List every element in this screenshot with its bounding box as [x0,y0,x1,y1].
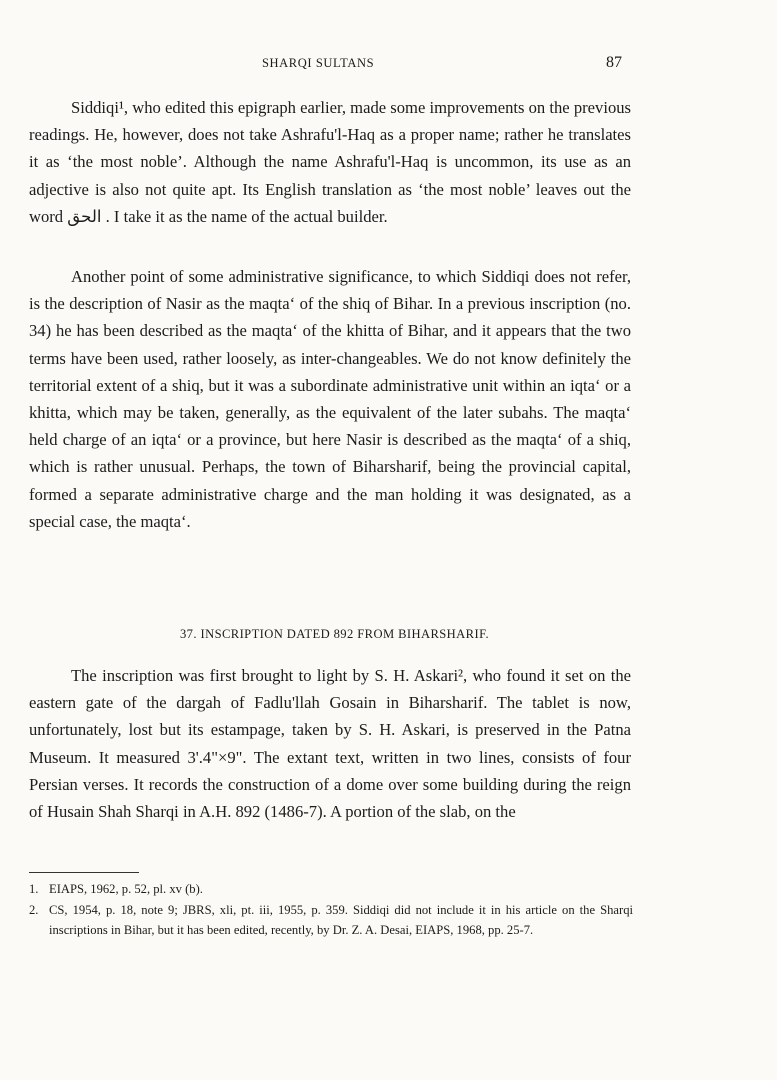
running-header [0,54,777,74]
paragraph-text: The inscription was first brought to light by S. H. Askari², who found it set on the eastern gate of the dargah of Fadlu'llah Gosain in Biharsharif. The tablet is now, unfortunately, lost but its estampage, taken by S. H. Askari, is preserved in the Patna Museum. It measured 3'.4"×9". The extant text, written in two lines, consists of four Persian verses. It records the construction of a dome over some building during the reign of Husain Shah Sharqi in A.H. 892 (1486-7). A portion of the slab, on the [29,666,631,822]
section-heading [0,627,777,642]
footnote-number: 1. [29,882,39,896]
body-paragraph-3 [29,662,631,825]
footnotes [29,879,633,941]
footnote-number: 2. [29,902,39,917]
footnote-1 [29,879,633,900]
running-title: SHARQI SULTANS [262,56,375,70]
body-paragraph-2 [29,263,631,535]
section-heading-text: 37. INSCRIPTION DATED 892 FROM BIHARSHARIF. [179,627,490,641]
body-paragraph-1 [29,94,631,230]
footnote-text: CS, 1954, p. 18, note 9; JBRS, xli, pt. iii, 1955, p. 359. Siddiqi did not include it in his article on the Sharqi inscriptions in Bihar, but it has been edited, recently, by Dr. Z. A. Desai, EIAPS, 1968, pp. 25-7. [49,902,633,937]
paragraph-text: Another point of some administrative significance, to which Siddiqi does not refer, is the description of Nasir as the maqta‘ of the shiq of Bihar. In a previous inscription (no. 34) he has been described as the maqta‘ of the khitta of Bihar, and it appears that the two terms have been used, rather loosely, as inter-changeables. We do not know definitely the territorial extent of a shiq, but it was a subordinate administrative unit within an iqta‘ or a khitta, which may be taken, generally, as the equivalent of the later subahs. The maqta‘ held charge of an iqta‘ or a province, but here Nasir is described as the maqta‘ of a shiq, which is rather unusual. Perhaps, the town of Biharsharif, being the provincial capital, formed a separate administrative charge and the man holding it was designated, as a special case, the maqta‘. [29,267,631,531]
footnote-text: EIAPS, 1962, p. 52, pl. xv (b). [49,882,203,896]
paragraph-text: Siddiqi¹, who edited this epigraph earlier, made some improvements on the previous readings. He, however, does not take Ashrafu'l-Haq as a proper name; rather he translates it as ‘the most noble’. Although the name Ashrafu'l-Haq is uncommon, its use as an adjective is also not quite apt. Its English translation as ‘the most noble’ leaves out the word الحق . I take it as the name of the actual builder. [29,98,631,226]
footnote-2 [29,900,633,941]
footnote-divider [29,872,139,873]
page-number: 87 [606,54,622,71]
